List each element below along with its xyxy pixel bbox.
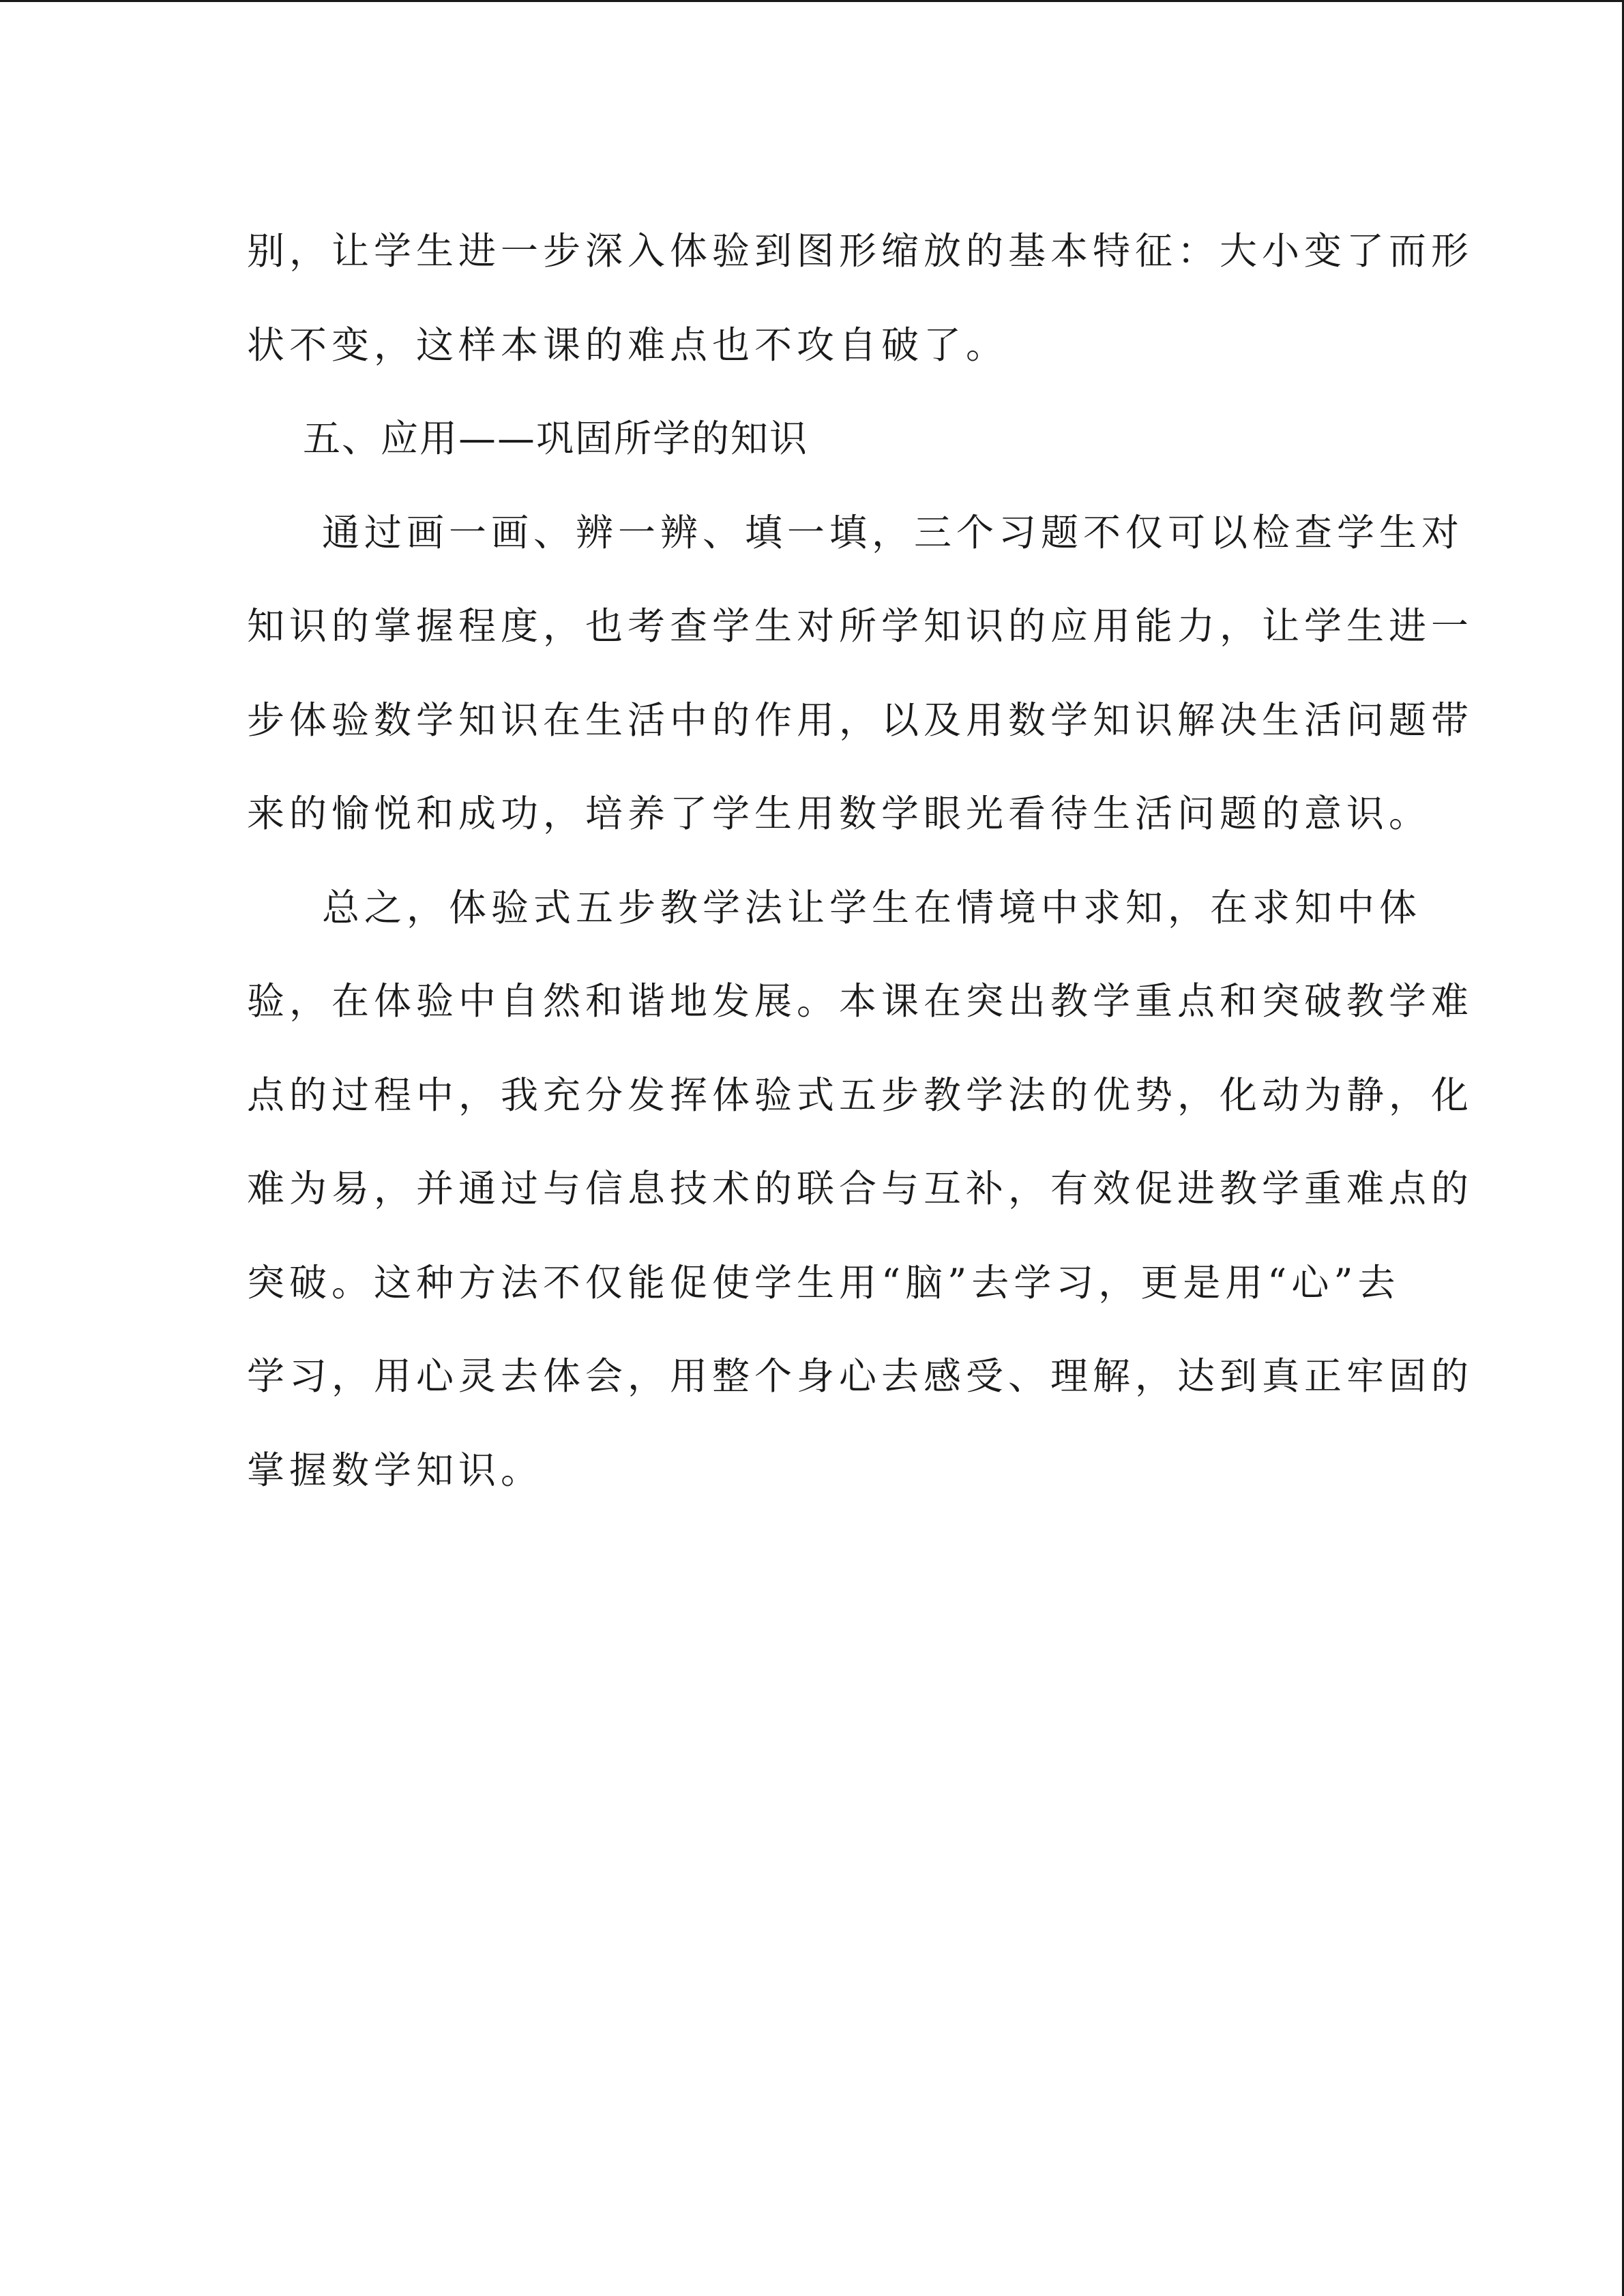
- paragraph-line: 验，在体验中自然和谐地发展。本课在突出教学重点和突破教学难: [247, 979, 1474, 1023]
- section-heading: 五、应用——巩固所学的知识: [303, 417, 809, 460]
- paragraph-line: 突破。这种方法不仅能促使学生用“脑”去学习，更是用“心”去: [247, 1260, 1400, 1304]
- paragraph-line: 掌握数学知识。: [247, 1448, 544, 1492]
- paragraph-line: 步体验数学知识在生活中的作用，以及用数学知识解决生活问题带: [247, 698, 1474, 742]
- paragraph-line: 学习，用心灵去体会，用整个身心去感受、理解，达到真正牢固的: [247, 1354, 1474, 1398]
- paragraph-line: 通过画一画、辨一辨、填一填，三个习题不仅可以检查学生对: [322, 510, 1464, 554]
- paragraph-line: 来的愉悦和成功，培养了学生用数学眼光看待生活问题的意识。: [247, 792, 1432, 835]
- paragraph-line: 别，让学生进一步深入体验到图形缩放的基本特征：大小变了而形: [247, 229, 1474, 273]
- paragraph-line: 难为易，并通过与信息技术的联合与互补，有效促进教学重难点的: [247, 1167, 1474, 1210]
- page-top-border: [0, 0, 1624, 2]
- paragraph-line: 点的过程中，我充分发挥体验式五步教学法的优势，化动为静，化: [247, 1073, 1474, 1117]
- document-body: [247, 205, 1474, 1517]
- paragraph-line: 总之，体验式五步教学法让学生在情境中求知，在求知中体: [322, 885, 1422, 929]
- paragraph-line: 状不变，这样本课的难点也不攻自破了。: [247, 323, 1009, 367]
- paragraph-line: 知识的掌握程度，也考查学生对所学知识的应用能力，让学生进一: [247, 604, 1474, 648]
